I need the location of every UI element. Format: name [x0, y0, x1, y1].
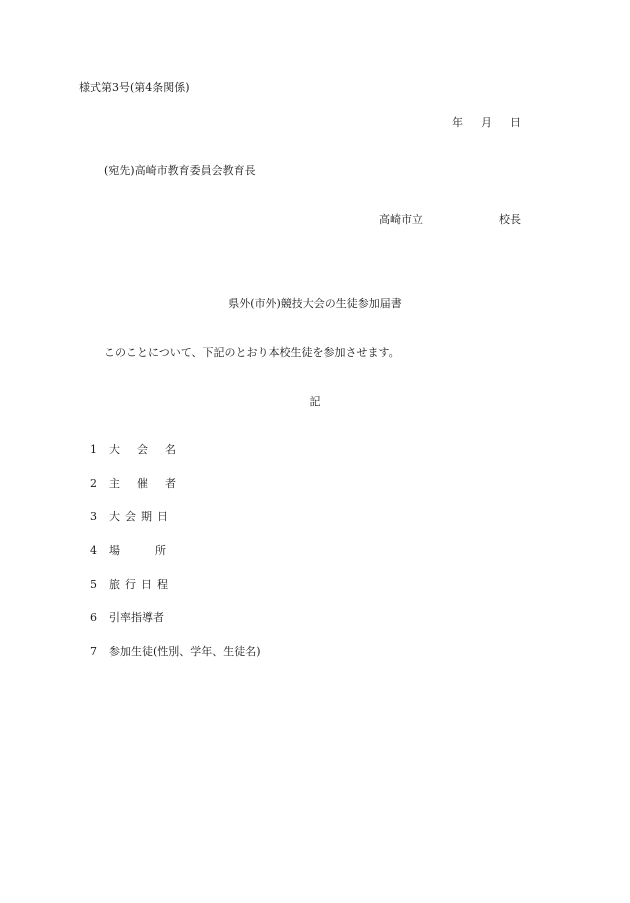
- item-label: 主催者: [109, 477, 193, 490]
- item-number: 5: [90, 578, 97, 591]
- item-number: 7: [90, 645, 97, 658]
- date-line: [452, 116, 521, 130]
- body-text: このことについて、下記のとおり本校生徒を参加させます。: [104, 346, 400, 359]
- date-month: 月: [481, 116, 492, 129]
- list-item: [90, 477, 193, 491]
- list-item: [90, 578, 173, 592]
- principal-suffix: 校長: [499, 213, 521, 226]
- document-title: 県外(市外)競技大会の生徒参加届書: [228, 297, 402, 310]
- item-label: 大会期日: [109, 510, 173, 523]
- item-label: 参加生徒(性別、学年、生徒名): [109, 645, 261, 658]
- date-day: 日: [510, 116, 521, 129]
- item-number: 2: [90, 477, 97, 490]
- list-item: [90, 443, 193, 457]
- school-prefix: 高崎市立: [379, 213, 423, 226]
- form-number: 様式第3号(第4条関係): [79, 81, 190, 94]
- addressee: (宛先)高崎市教育委員会教育長: [104, 164, 256, 177]
- item-label: 場所: [109, 544, 201, 557]
- ki-heading: 記: [309, 395, 321, 408]
- item-number: 4: [90, 544, 97, 557]
- school-principal-line: [379, 213, 521, 227]
- item-number: 6: [90, 611, 97, 624]
- item-label: 引率指導者: [109, 611, 164, 624]
- list-item: [90, 544, 201, 558]
- item-label: 旅行日程: [109, 578, 173, 591]
- list-item: [90, 611, 164, 625]
- item-label: 大会名: [109, 443, 193, 456]
- item-number: 3: [90, 510, 97, 523]
- list-item: [90, 510, 173, 524]
- item-number: 1: [90, 443, 97, 456]
- date-year: 年: [452, 116, 463, 129]
- list-item: [90, 645, 261, 659]
